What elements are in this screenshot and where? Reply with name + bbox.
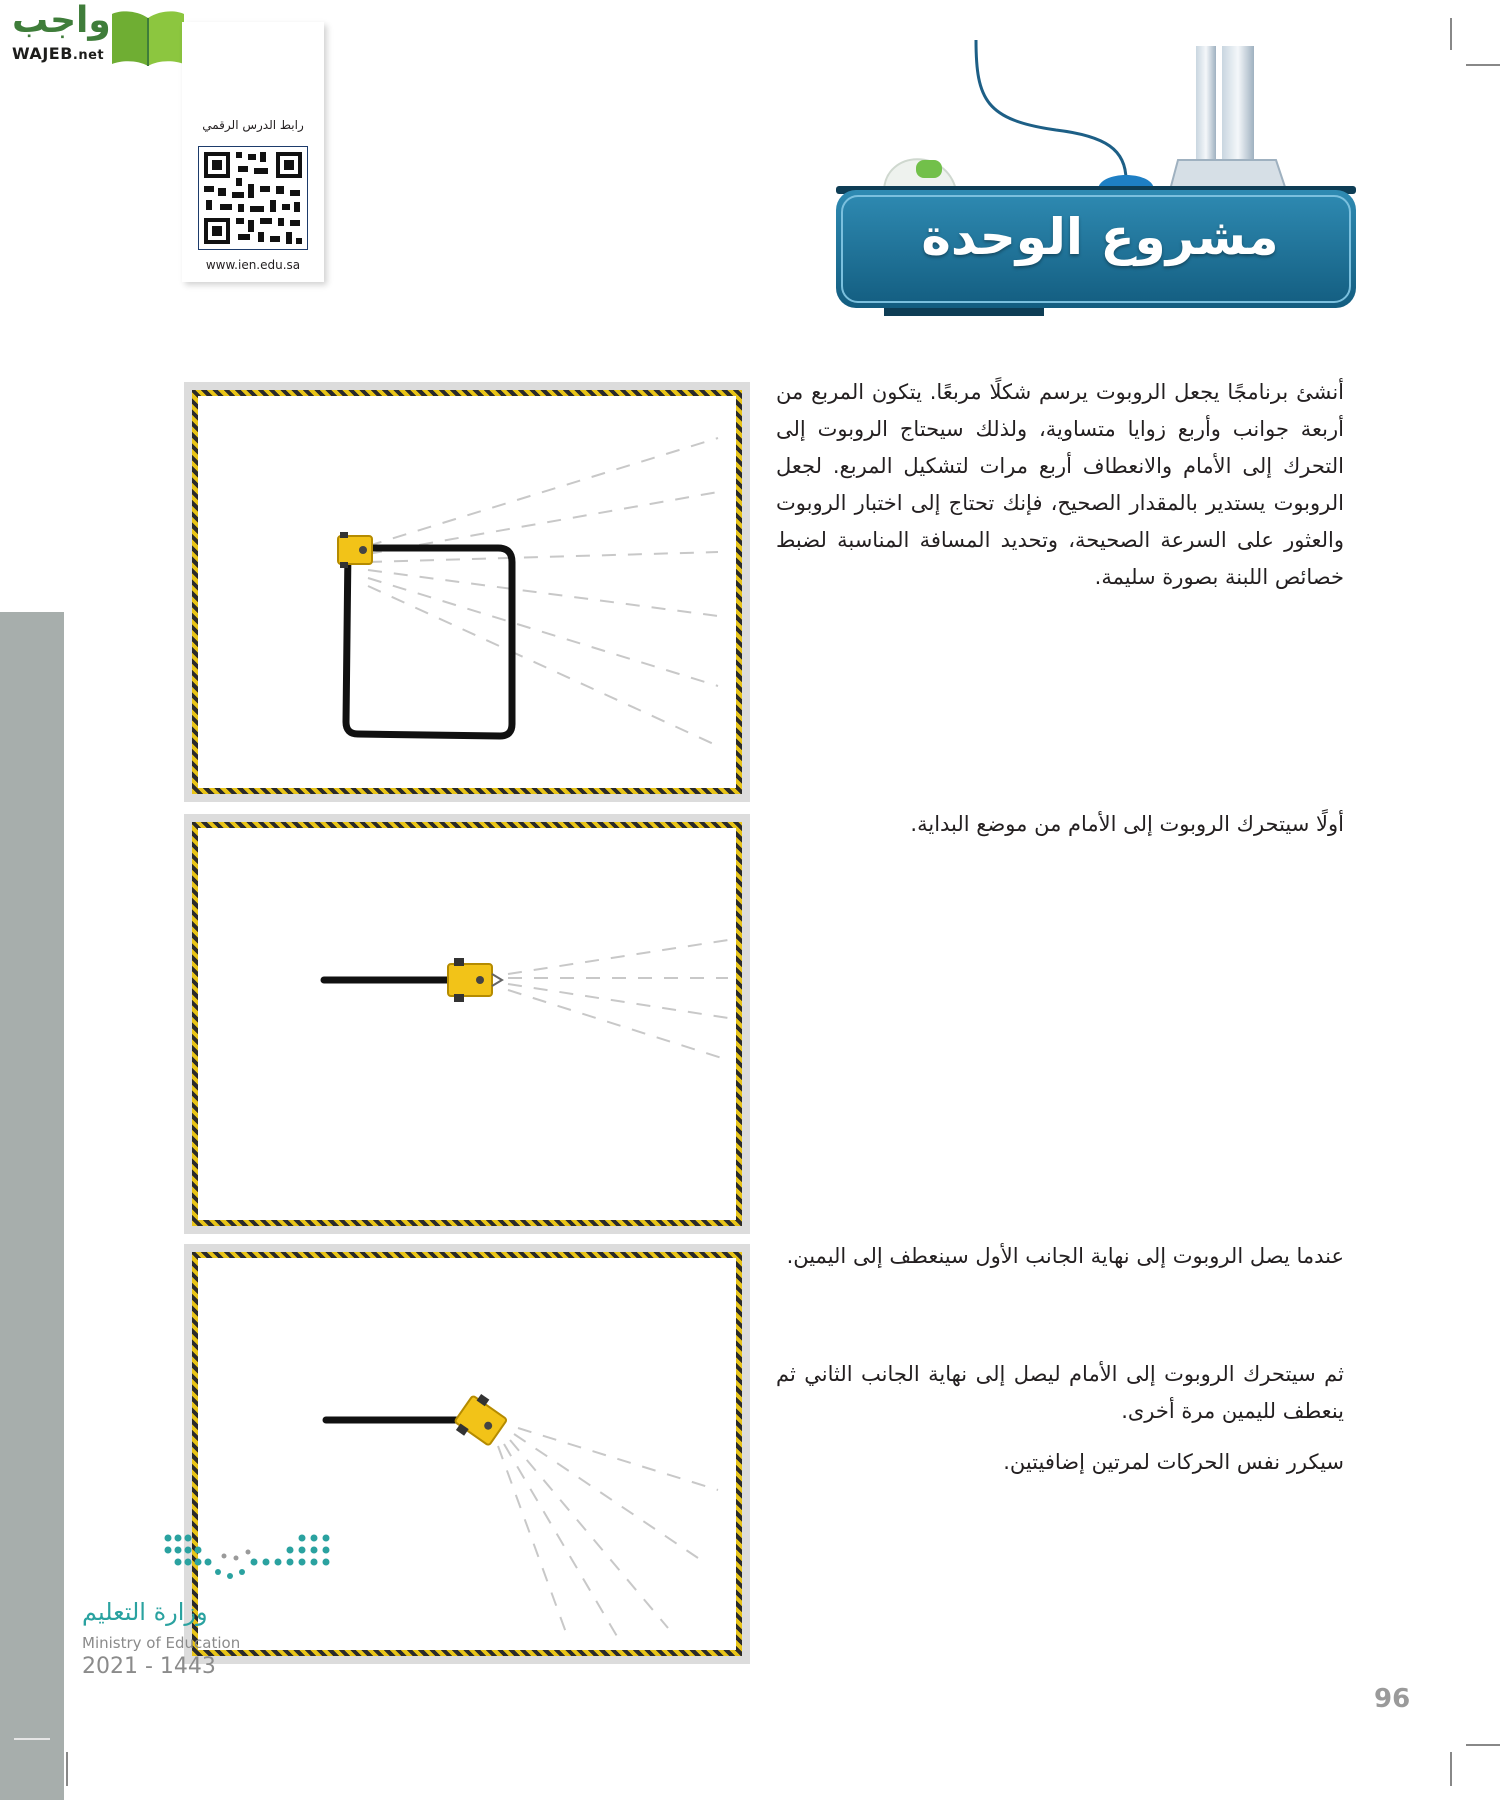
- figure-turn: [184, 1244, 750, 1664]
- qr-card[interactable]: [182, 22, 324, 282]
- ministry-name-arabic: وزارة التعليم: [82, 1598, 208, 1626]
- step3-text: ثم سيتحرك الروبوت إلى الأمام ليصل إلى نهاية الجانب الثاني ثم ينعطف لليمين مرة أخرى.: [776, 1362, 1344, 1423]
- side-strip: [0, 612, 64, 1800]
- figure-square: [184, 382, 750, 802]
- ministry-name-english: Ministry of Education: [82, 1634, 241, 1652]
- robot-icon: [448, 958, 502, 1002]
- crop-mark: [1450, 18, 1452, 50]
- crop-mark: [66, 1752, 68, 1786]
- wajeb-logo[interactable]: [10, 0, 190, 68]
- crop-mark: [1466, 1744, 1500, 1746]
- turn-drawing: [198, 1258, 736, 1650]
- ministry-logo-icon: [164, 1532, 334, 1588]
- step1-text: أولًا سيتحرك الروبوت إلى الأمام من موضع البداية.: [910, 812, 1344, 836]
- crop-mark: [1466, 64, 1500, 66]
- qr-url[interactable]: www.ien.edu.sa: [205, 258, 301, 272]
- forward-drawing: [198, 828, 736, 1220]
- logo-arabic: واجب: [12, 0, 111, 41]
- banner-title: مشروع الوحدة: [921, 208, 1279, 266]
- book-icon: [108, 8, 188, 68]
- square-drawing: [198, 396, 736, 788]
- robot-icon: [451, 1391, 511, 1451]
- page-number: 96: [1374, 1684, 1411, 1714]
- intro-paragraph: أنشئ برنامجًا يجعل الروبوت يرسم شكلًا مربعًا. يتكون المربع من أربعة جوانب وأربع زوايا متساوية، ولذلك سيحتاج الروبوت إلى التحرك إلى الأمام والانعطاف أربع مرات لتشكيل المربع. لجعل الروبوت يستدير بالمقدار الصحيح، فإنك تحتاج إلى اختبار الروبوت والعثور على السرعة الصحيحة، وتحديد المسافة المناسبة لضبط خصائص اللبنة بصورة سليمة.: [776, 380, 1344, 589]
- qr-code-icon[interactable]: [198, 146, 308, 250]
- figure-forward: [184, 814, 750, 1234]
- step4-text: سيكرر نفس الحركات لمرتين إضافيتين.: [1003, 1450, 1344, 1474]
- robot-icon: [338, 532, 372, 568]
- step2-text: عندما يصل الروبوت إلى نهاية الجانب الأول سينعطف إلى اليمين.: [786, 1244, 1344, 1268]
- unit-project-banner: [836, 40, 1356, 320]
- logo-english: [12, 44, 104, 63]
- qr-label: رابط الدرس الرقمي: [202, 118, 304, 132]
- crop-mark: [1450, 1752, 1452, 1786]
- edition-year: 2021 - 1443: [82, 1654, 216, 1679]
- side-divider: [14, 1738, 50, 1740]
- logo-english-suffix: .net: [72, 48, 105, 63]
- logo-english-text: WAJEB: [12, 44, 73, 63]
